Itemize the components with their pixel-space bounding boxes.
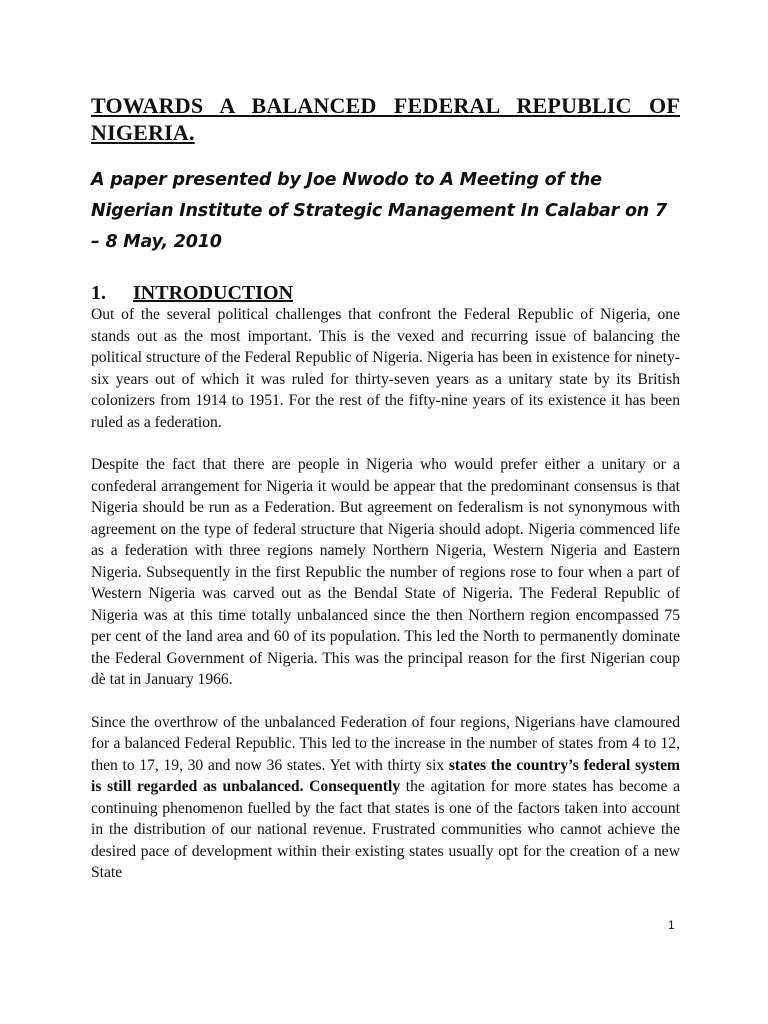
document-page <box>91 92 680 884</box>
section-title: INTRODUCTION <box>133 282 294 304</box>
paragraph-1: Out of the several political challenges that confront the Federal Republic of Nigeria, one stands out as the most important. This is the vexed and recurring issue of balancing the political structure of the Federal Republic of Nigeria. Nigeria has been in existence for ninety-six years out of which it was ruled for thirty-seven years as a unitary state by its British colonizers from 1914 to 1951. For the rest of the fifty-nine years of its existence it has been ruled as a federation. <box>91 306 680 431</box>
paragraph-2: Despite the fact that there are people in Nigeria who would prefer either a unitary or a confederal arrangement for Nigeria it would be appear that the predominant consensus is that Nigeria should be run as a Federation. But agreement on federalism is not synonymous with agreement on the type of federal structure that Nigeria should adopt. Nigeria commenced life as a federation with three regions namely Northern Nigeria, Western Nigeria and Eastern Nigeria. Subsequently in the first Republic the number of regions rose to four when a part of Western Nigeria was carved out as the Bendal State of Nigeria. The Federal Republic of Nigeria was at this time totally unbalanced since the then Northern region encompassed 75 per cent of the land area and 60 of its population. This led the North to permanently dominate the Federal Government of Nigeria. This was the principal reason for the first Nigerian coup dè tat in January 1966. <box>91 456 680 688</box>
paragraph-3-bold: states the country’s federal system is still regarded as unbalanced. Consequently <box>91 756 680 795</box>
section-heading <box>91 282 680 304</box>
section-number: 1. <box>91 282 106 304</box>
paragraph-3 <box>91 712 680 884</box>
document-title: TOWARDS A BALANCED FEDERAL REPUBLIC OF NIGERIA. <box>91 93 680 145</box>
document-subtitle: A paper presented by Joe Nwodo to A Meeting of the Nigerian Institute of Strategic Management In Calabar on 7 – 8 May, 2010 <box>91 170 667 252</box>
page-number: 1 <box>668 918 675 932</box>
paragraph-3-end: the agitation for more states has become a continuing phenomenon fuelled by the fact that states is one of the factors taken into account in the distribution of our national revenue. Frustrated communities who cannot achieve the desired pace of development within their existing states usually opt for the creation of a new State <box>91 778 680 881</box>
paragraph-3-start: Since the overthrow of the unbalanced Federation of four regions, Nigerians have clamoured for a balanced Federal Republic. This led to the increase in the number of states from 4 to 12, then to 17, 19, 30 and now 36 states. Yet with thirty six <box>91 713 680 774</box>
